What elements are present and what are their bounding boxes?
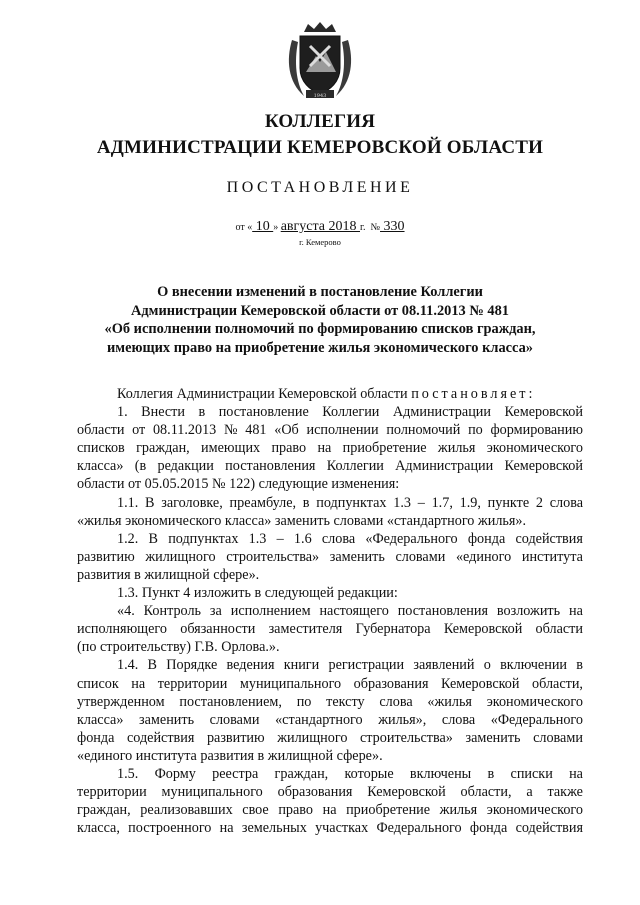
body-word: право xyxy=(278,802,314,819)
body-word: исполняющего xyxy=(77,621,167,638)
body-line xyxy=(77,494,583,512)
number-prefix: № xyxy=(370,222,381,233)
body-word: экономического xyxy=(486,693,583,710)
body-word: Кемеровской xyxy=(443,621,523,638)
body-word: слова xyxy=(441,711,476,728)
body-word: утвержденном xyxy=(77,693,165,710)
body-word: «Федерального xyxy=(490,711,583,728)
date-year-suffix: г. xyxy=(360,222,366,233)
body-line xyxy=(77,801,583,819)
heading-line: имеющих право на приобретение жилья экономического класса» xyxy=(107,339,533,356)
body-line xyxy=(77,783,583,801)
body-word: за xyxy=(209,603,222,620)
body-word: в xyxy=(198,404,206,421)
body-word: жилья xyxy=(437,440,476,457)
body-word: в xyxy=(487,765,495,782)
body-word: заменить xyxy=(139,711,195,728)
body-word: на xyxy=(569,765,583,782)
body-word: области, xyxy=(460,784,512,801)
body-word: содействия xyxy=(515,530,583,547)
body-word: словами xyxy=(209,711,260,728)
body-word: которые xyxy=(344,765,394,782)
body-word: жилья», xyxy=(378,711,427,728)
body-word: по xyxy=(468,422,483,439)
body-word: слова xyxy=(379,693,413,710)
body-word: строительства» xyxy=(360,729,453,746)
body-word: (в xyxy=(134,458,147,475)
body-word: Администрации xyxy=(395,458,494,475)
body-word: области, xyxy=(532,675,583,692)
body-line xyxy=(77,711,583,729)
org-title-line2: АДМИНИСТРАЦИИ КЕМЕРОВСКОЙ ОБЛАСТИ xyxy=(96,137,544,158)
body-word: территории xyxy=(77,784,147,801)
body-word: «единого xyxy=(455,548,512,565)
svg-text:1943: 1943 xyxy=(313,93,327,99)
city-label: г. Кемерово xyxy=(299,237,341,247)
body-word: «Федерального xyxy=(365,530,458,547)
body-word: редакции xyxy=(157,458,214,475)
body-line: области от 05.05.2015 № 122) следующие изменения: xyxy=(77,476,400,493)
body-word: на xyxy=(322,802,337,819)
body-line xyxy=(77,656,583,674)
body-word: слова xyxy=(321,530,356,547)
body-word: право xyxy=(271,440,307,457)
body-word: В xyxy=(148,530,158,547)
body-line: (по строительству) Г.В. Орлова.». xyxy=(77,639,280,656)
body-word: «Об xyxy=(274,422,299,439)
date-month-year: августа 2018 xyxy=(280,219,360,234)
body-word: «жилья xyxy=(427,693,472,710)
org-title-line1: КОЛЛЕГИЯ xyxy=(264,111,376,132)
body-word: фонда xyxy=(469,820,508,837)
body-line xyxy=(77,675,583,693)
body-word: реестра xyxy=(212,765,259,782)
body-word: участках xyxy=(315,820,369,837)
body-word: 1.2. xyxy=(117,530,139,547)
body-word: Коллегии xyxy=(326,458,384,475)
heading-line: О внесении изменений в постановление Коллегии xyxy=(157,284,483,300)
body-word: в xyxy=(302,494,310,511)
body-word: а xyxy=(526,784,533,801)
body-word: список xyxy=(77,675,119,692)
body-word: строительства» xyxy=(226,548,320,565)
body-word: граждан, xyxy=(136,440,190,457)
body-word: словами xyxy=(395,548,446,565)
body-word: заменить xyxy=(329,548,385,565)
body-word: образования xyxy=(353,675,429,692)
body-word: 1.9, xyxy=(459,494,481,511)
body-word: – xyxy=(417,494,425,511)
body-word: экономического xyxy=(486,802,583,819)
document-number: 330 xyxy=(380,219,405,234)
body-word: построенного xyxy=(128,820,212,837)
body-word: экономического xyxy=(486,440,583,457)
body-word: обязанности xyxy=(180,621,256,638)
body-word: 1.3 xyxy=(248,530,267,547)
body-word: В xyxy=(145,494,155,511)
body-line: «жилья экономического класса» заменить словами «стандартного жилья». xyxy=(77,512,527,529)
body-line xyxy=(77,457,583,475)
body-word: граждан, xyxy=(274,765,329,782)
body-line xyxy=(77,439,583,457)
document-heading xyxy=(60,283,580,357)
body-word: № xyxy=(223,422,238,439)
body-word: развитию xyxy=(206,729,265,746)
body-word: подпунктах xyxy=(316,494,387,511)
body-word: постановления xyxy=(397,603,489,620)
body-word: – xyxy=(276,530,284,547)
body-word: муниципального xyxy=(161,784,263,801)
body-word: 1.7, xyxy=(431,494,453,511)
body-word: о xyxy=(483,657,491,674)
body-word: постановлением, xyxy=(179,693,282,710)
body-word: В xyxy=(147,657,157,674)
body-word: подпунктах xyxy=(168,530,239,547)
body-word: формированию xyxy=(490,422,583,439)
body-word: образования xyxy=(277,784,353,801)
body-line xyxy=(77,421,583,439)
body-word: области xyxy=(77,422,125,439)
body-word: на xyxy=(219,820,234,837)
body-text-start: Коллегия Администрации Кемеровской области xyxy=(117,386,408,402)
body-word: включены xyxy=(409,765,472,782)
body-word: исполнении xyxy=(306,422,379,439)
body-line xyxy=(77,620,583,638)
body-word: пункте xyxy=(487,494,530,511)
body-word: жилья xyxy=(439,802,478,819)
body-word: класса» xyxy=(77,711,124,728)
body-word: Кемеровской xyxy=(441,675,520,692)
body-word: реализовавших xyxy=(140,802,233,819)
body-word: свое xyxy=(242,802,269,819)
body-word: области xyxy=(535,621,583,638)
body-word: от xyxy=(132,422,146,439)
body-word: по xyxy=(296,693,312,710)
body-word: 481 xyxy=(245,422,267,439)
body-word: заменить xyxy=(465,729,521,746)
body-word: заместителя xyxy=(268,621,343,638)
body-word: Кемеровской xyxy=(504,404,583,421)
body-word: Форму xyxy=(154,765,196,782)
kemerovo-coat-of-arms-icon xyxy=(286,22,354,102)
body-word: 1. xyxy=(117,404,128,421)
body-word: заголовке, xyxy=(161,494,223,511)
body-word: класса» xyxy=(77,458,124,475)
body-line xyxy=(77,819,583,837)
body-word: муниципального xyxy=(239,675,342,692)
body-line: 1.3. Пункт 4 изложить в следующей редакции: xyxy=(117,585,398,602)
heading-line: «Об исполнении полномочий по формированию списков граждан, xyxy=(104,321,536,338)
body-word: на xyxy=(569,603,583,620)
body-word: постановления xyxy=(225,458,316,475)
body-line xyxy=(77,403,583,421)
body-line xyxy=(77,530,583,548)
body-line xyxy=(77,729,583,747)
body-word: исполнением xyxy=(230,603,311,620)
document-body xyxy=(77,385,583,837)
body-word: имеющих xyxy=(201,440,261,457)
body-word: развитию xyxy=(77,548,135,565)
body-word: Кемеровской xyxy=(504,458,583,475)
date-prefix: от « xyxy=(235,222,253,233)
body-word: Губернатора xyxy=(355,621,431,638)
date-number-line xyxy=(0,219,640,235)
body-word: 2 xyxy=(535,494,543,511)
body-word: содействия xyxy=(126,729,195,746)
body-word: списки xyxy=(510,765,553,782)
body-word: фонда xyxy=(77,729,115,746)
body-word: тексту xyxy=(326,693,365,710)
body-word: Внести xyxy=(141,404,185,421)
body-word: полномочий xyxy=(386,422,461,439)
body-word: на xyxy=(131,675,146,692)
body-word: территории xyxy=(157,675,228,692)
document-type: ПОСТАНОВЛЕНИЕ xyxy=(226,179,414,196)
body-word: Коллегии xyxy=(322,404,380,421)
body-word: 1.3 xyxy=(393,494,411,511)
body-word: также xyxy=(547,784,583,801)
body-word: земельных xyxy=(241,820,307,837)
body-word: жилищного xyxy=(277,729,348,746)
date-day: 10 xyxy=(252,219,274,234)
body-word: Кемеровской xyxy=(367,784,446,801)
body-line xyxy=(77,765,583,783)
body-word: «стандартного xyxy=(275,711,363,728)
date-mid: » xyxy=(273,222,279,233)
body-word: ведения xyxy=(226,657,275,674)
body-word: 1.6 xyxy=(293,530,312,547)
body-text-spaced: постановляет: xyxy=(411,386,536,402)
body-line xyxy=(77,693,583,711)
body-word: на xyxy=(317,440,332,457)
body-word: возложить xyxy=(496,603,561,620)
body-line xyxy=(77,602,583,620)
body-word: регистрации xyxy=(328,657,405,674)
body-line xyxy=(77,385,583,403)
body-word: института xyxy=(521,548,583,565)
body-line xyxy=(77,548,583,566)
body-word: приобретение xyxy=(346,802,431,819)
body-word: 1.5. xyxy=(117,765,139,782)
body-line: «единого института развития в жилищной сфере». xyxy=(77,747,383,764)
heading-line: Администрации Кемеровской области от 08.11.2013 № 481 xyxy=(131,302,509,319)
body-word: 1.4. xyxy=(117,657,139,674)
body-word: содействия xyxy=(515,820,583,837)
body-word: приобретение xyxy=(342,440,427,457)
body-word: слова xyxy=(549,494,583,511)
body-word: 1.1. xyxy=(117,494,139,511)
body-word: заявлений xyxy=(413,657,475,674)
body-word: Федерального xyxy=(376,820,462,837)
body-word: Контроль xyxy=(143,603,202,620)
body-word: Администрации xyxy=(392,404,491,421)
body-line: развития в жилищной сфере». xyxy=(77,566,260,583)
body-word: жилищного xyxy=(145,548,216,565)
body-word: списков xyxy=(77,440,125,457)
body-word: «4. xyxy=(117,603,135,620)
body-word: Порядке xyxy=(166,657,218,674)
body-word: постановление xyxy=(218,404,309,421)
body-word: граждан, xyxy=(77,802,131,819)
body-word: 08.11.2013 xyxy=(152,422,217,439)
body-word: настоящего xyxy=(319,603,389,620)
body-word: фонда xyxy=(467,530,506,547)
body-word: в xyxy=(576,657,583,674)
body-word: класса, xyxy=(77,820,120,837)
body-word: словами xyxy=(533,729,583,746)
body-word: включении xyxy=(500,657,568,674)
body-word: преамбуле, xyxy=(229,494,297,511)
body-word: книги xyxy=(283,657,320,674)
